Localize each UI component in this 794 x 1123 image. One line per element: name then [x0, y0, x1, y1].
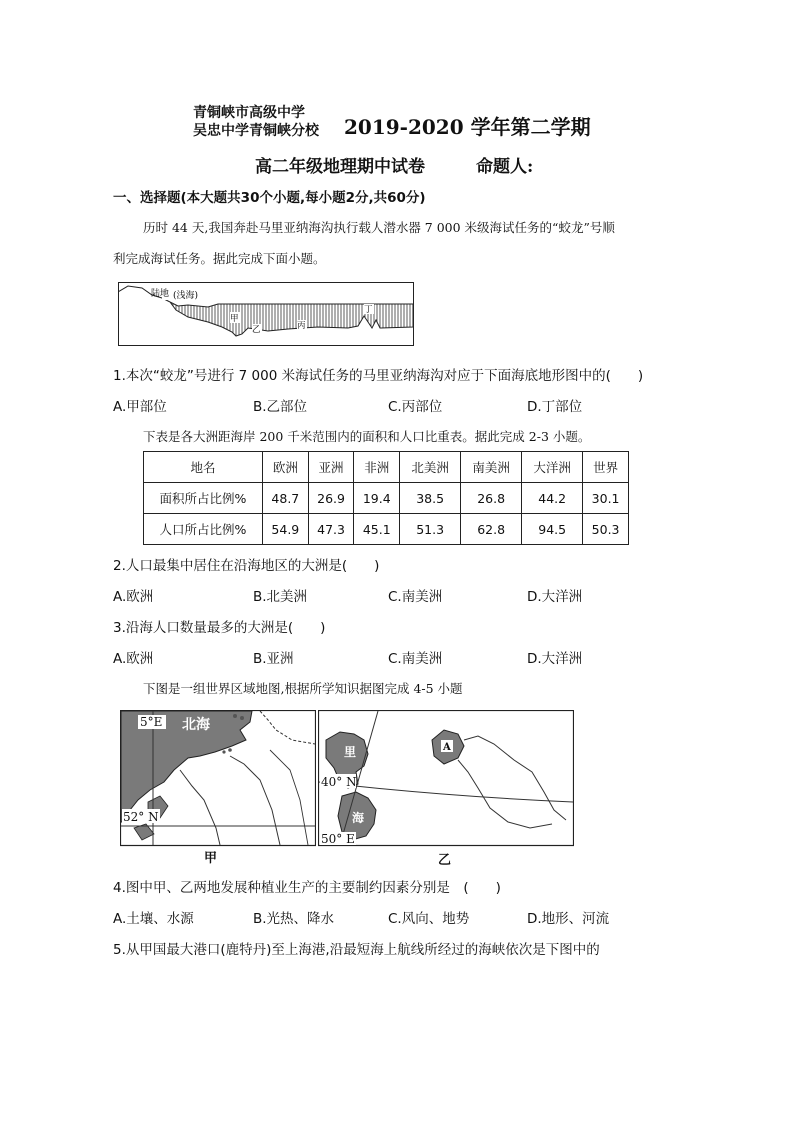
sea-water-hatch — [170, 302, 413, 336]
school-name-2: 吴忠中学青铜峡分校 — [193, 123, 319, 139]
table-header-cell: 地名 — [144, 452, 263, 483]
q2-option-d[interactable]: D.大洋洲 — [527, 589, 583, 605]
land-label: 陆地 — [151, 289, 170, 299]
lon-label-50e: 50° E — [321, 832, 355, 846]
profile-label-yi: 乙 — [252, 325, 261, 335]
q1-option-b[interactable]: B.乙部位 — [253, 399, 308, 415]
table-header-cell: 南美洲 — [461, 452, 522, 483]
passage-line-2: 利完成海试任务。据此完成下面小题。 — [113, 251, 326, 266]
map-jia — [120, 710, 316, 868]
lat-label-52n: 52° N — [123, 810, 159, 824]
profile-label-ding: 丁 — [364, 305, 373, 315]
table-cell: 51.3 — [400, 514, 461, 545]
table-cell: 50.3 — [583, 514, 629, 545]
table-header-cell: 欧洲 — [263, 452, 309, 483]
lon-label-5e: 5°E — [140, 715, 163, 729]
lat-label-40n: 40° N — [321, 775, 357, 789]
shallow-sea-label: (浅海) — [173, 291, 199, 301]
section-heading: 一、选择题(本大题共30个小题,每小题2分,共60分) — [113, 190, 426, 206]
passage-line-1: 历时 44 天,我国奔赴马里亚纳海沟执行载人潜水器 7 000 米级海试任务的“蛟龙”号顺 — [143, 220, 615, 235]
table-cell: 62.8 — [461, 514, 522, 545]
sea-label-hai: 海 — [352, 811, 365, 825]
table-cell: 人口所占比例% — [144, 514, 263, 545]
table-cell: 54.9 — [263, 514, 309, 545]
table-cell: 30.1 — [583, 483, 629, 514]
table-cell: 48.7 — [263, 483, 309, 514]
q4-option-c[interactable]: C.风向、地势 — [388, 911, 470, 927]
page-title: 高二年级地理期中试卷 — [255, 157, 425, 177]
table-cell: 面积所占比例% — [144, 483, 263, 514]
q1-option-c[interactable]: C.丙部位 — [388, 399, 443, 415]
q2-option-b[interactable]: B.北美洲 — [253, 589, 308, 605]
q2-option-a[interactable]: A.欧洲 — [113, 589, 154, 605]
table-cell: 44.2 — [522, 483, 583, 514]
table-intro: 下表是各大洲距海岸 200 千米范围内的面积和人口比重表。据此完成 2-3 小题。 — [143, 429, 591, 444]
q4-option-a[interactable]: A.土壤、水源 — [113, 911, 194, 927]
table-header-cell: 非洲 — [354, 452, 400, 483]
q3-option-c[interactable]: C.南美洲 — [388, 651, 443, 667]
lake-label-a: A — [443, 742, 451, 753]
table-cell: 45.1 — [354, 514, 400, 545]
q4-option-d[interactable]: D.地形、河流 — [527, 911, 610, 927]
question-1-stem: 1.本次“蛟龙”号进行 7 000 米海试任务的马里亚纳海沟对应于下面海底地形图中的( ) — [113, 368, 644, 384]
q1-option-d[interactable]: D.丁部位 — [527, 399, 583, 415]
table-header-cell: 世界 — [583, 452, 629, 483]
table-cell: 94.5 — [522, 514, 583, 545]
table-row — [144, 483, 629, 514]
sea-label-li: 里 — [344, 745, 357, 759]
q3-option-a[interactable]: A.欧洲 — [113, 651, 154, 667]
q2-option-c[interactable]: C.南美洲 — [388, 589, 443, 605]
table-header-cell: 亚洲 — [308, 452, 354, 483]
q3-option-d[interactable]: D.大洋洲 — [527, 651, 583, 667]
map-caption-jia: 甲 — [204, 851, 218, 866]
table-cell: 47.3 — [308, 514, 354, 545]
table-cell: 26.9 — [308, 483, 354, 514]
profile-label-jia: 甲 — [230, 314, 239, 324]
profile-label-bing: 丙 — [297, 321, 306, 331]
question-2-stem: 2.人口最集中居住在沿海地区的大洲是( ) — [113, 558, 380, 574]
school-name-1: 青铜峡市高级中学 — [193, 105, 305, 121]
question-4-stem: 4.图中甲、乙两地发展种植业生产的主要制约因素分别是 ( ) — [113, 880, 501, 896]
q3-option-b[interactable]: B.亚洲 — [253, 651, 294, 667]
q1-option-a[interactable]: A.甲部位 — [113, 399, 167, 415]
table-cell: 38.5 — [400, 483, 461, 514]
map-yi — [318, 710, 574, 868]
seafloor-profile-figure — [118, 282, 414, 346]
table-row — [144, 514, 629, 545]
map-intro: 下图是一组世界区域地图,根据所学知识据图完成 4-5 小题 — [143, 681, 463, 696]
table-cell: 19.4 — [354, 483, 400, 514]
table-cell: 26.8 — [461, 483, 522, 514]
question-5-stem: 5.从甲国最大港口(鹿特丹)至上海港,沿最短海上航线所经过的海峡依次是下图中的 — [113, 942, 600, 958]
table-header-cell: 大洋洲 — [522, 452, 583, 483]
table-header-cell: 北美洲 — [400, 452, 461, 483]
coastal-ratio-table — [143, 451, 629, 545]
north-sea-label: 北海 — [182, 717, 210, 733]
table-header-row — [144, 452, 629, 483]
q4-option-b[interactable]: B.光热、降水 — [253, 911, 335, 927]
term-label: 2019-2020 学年第二学期 — [344, 115, 591, 139]
author-label: 命题人: — [476, 157, 534, 177]
question-3-stem: 3.沿海人口数量最多的大洲是( ) — [113, 620, 326, 636]
map-caption-yi: 乙 — [438, 853, 452, 868]
